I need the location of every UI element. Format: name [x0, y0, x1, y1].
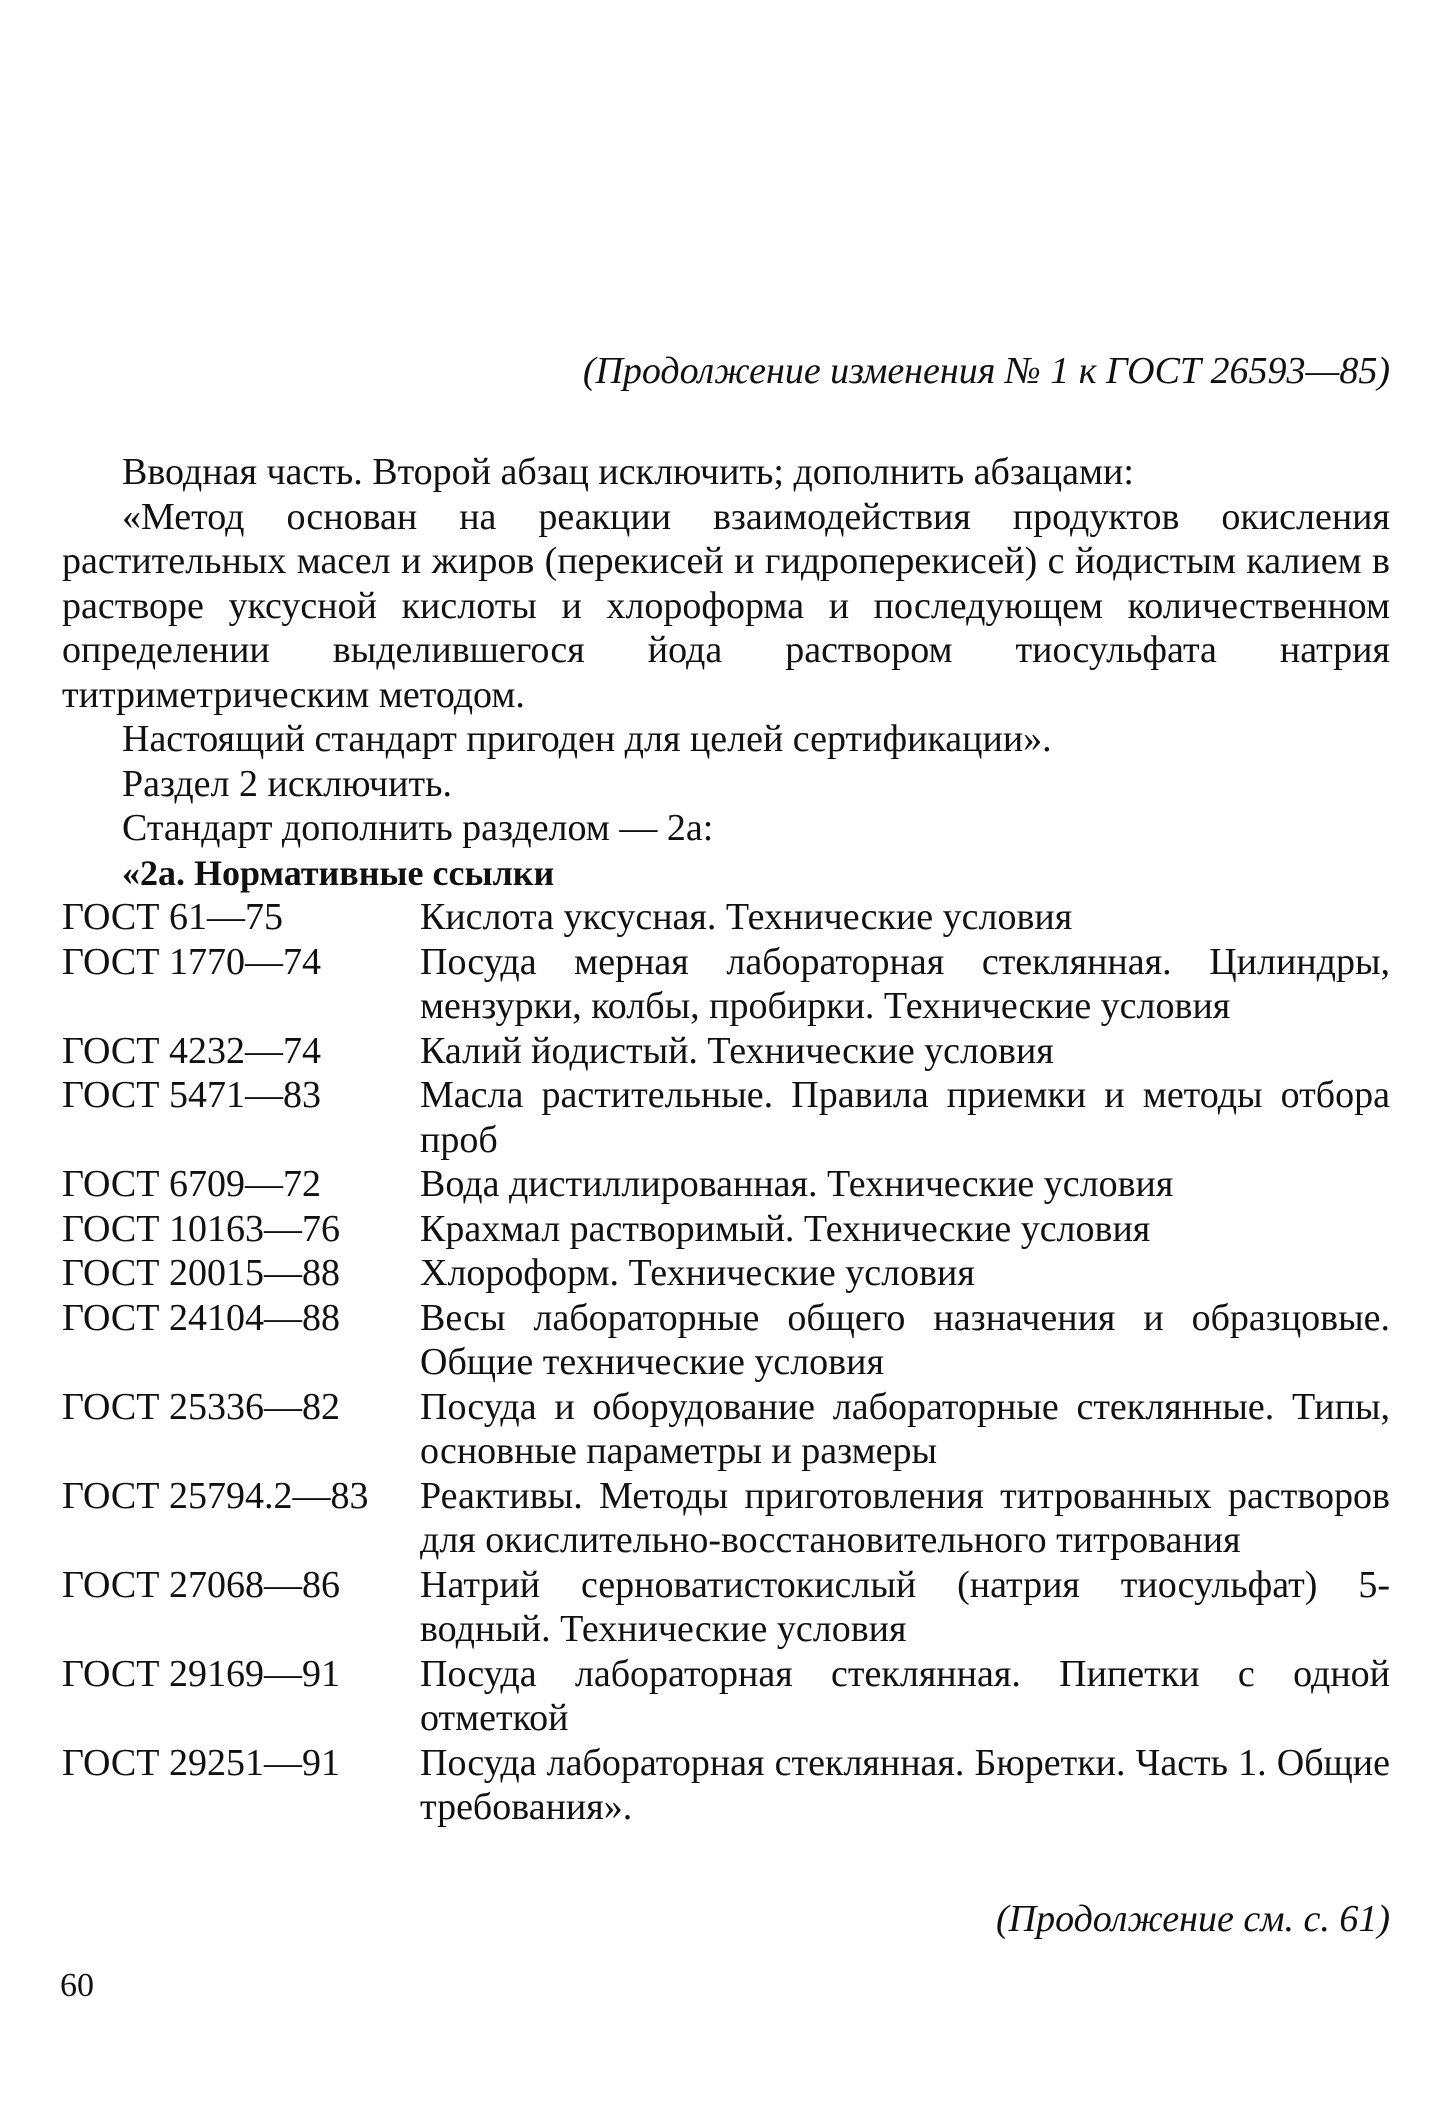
reference-title: Посуда лабораторная стеклянная. Пипетки с одной отметкой: [420, 1652, 1390, 1739]
paragraph-intro: Вводная часть. Второй абзац исключить; дополнить абзацами:: [122, 451, 1134, 493]
reference-code: ГОСТ 25336—82: [62, 1385, 340, 1428]
references-table: [62, 895, 1390, 1830]
reference-code: ГОСТ 4232—74: [62, 1029, 321, 1072]
reference-code: ГОСТ 25794.2—83: [62, 1474, 369, 1517]
reference-row: [62, 1474, 1390, 1563]
page-number: 60: [60, 1967, 94, 2004]
reference-code: ГОСТ 5471—83: [62, 1074, 321, 1116]
paragraph-method: «Метод основан на реакции взаимодействия продуктов окисления растительных масел и жиров (перекисей и гидроперекисей) с йодистым калием в растворе уксусной кислоты и хлороформа и последующем количественном определении выделившегося йода раствором тиосульфата натрия титриметрическим методом.: [62, 495, 1390, 716]
reference-title: Натрий серноватистокислый (натрия тиосульфат) 5-водный. Технические условия: [420, 1563, 1390, 1650]
reference-title: Вода дистиллированная. Технические условия: [420, 1163, 1174, 1205]
reference-title: Масла растительные. Правила приемки и методы отбора проб: [420, 1074, 1390, 1161]
reference-title: Весы лабораторные общего назначения и образцовые. Общие технические условия: [420, 1296, 1390, 1383]
reference-row: [62, 1296, 1390, 1385]
reference-title: Крахмал растворимый. Технические условия: [420, 1207, 1151, 1250]
reference-code: ГОСТ 61—75: [62, 896, 283, 938]
reference-code: ГОСТ 1770—74: [62, 940, 321, 983]
document-body: [62, 450, 1390, 1830]
reference-row: [62, 1652, 1390, 1741]
paragraph-section-2a: Стандарт дополнить разделом — 2а:: [122, 807, 714, 849]
reference-row: [62, 1073, 1390, 1162]
paragraph-certification: Настоящий стандарт пригоден для целей сертификации».: [122, 718, 1052, 760]
reference-title: Реактивы. Методы приготовления титрованных растворов для окислительно-восстановительного титрования: [420, 1474, 1390, 1561]
reference-row: [62, 1385, 1390, 1474]
reference-code: ГОСТ 10163—76: [62, 1207, 340, 1250]
reference-title: Посуда лабораторная стеклянная. Бюретки. Часть 1. Общие требования».: [420, 1741, 1390, 1828]
reference-code: ГОСТ 27068—86: [62, 1563, 340, 1606]
section-heading: «2а. Нормативные ссылки: [122, 852, 555, 893]
continuation-header: (Продолжение изменения № 1 к ГОСТ 26593—85): [582, 350, 1390, 392]
continuation-footer: (Продолжение см. с. 61): [995, 1898, 1390, 1940]
reference-title: Посуда мерная лабораторная стеклянная. Цилиндры, мензурки, колбы, пробирки. Технические условия: [420, 940, 1390, 1027]
reference-row: [62, 1207, 1390, 1252]
paragraph-section-2: Раздел 2 исключить.: [122, 762, 452, 805]
reference-code: ГОСТ 20015—88: [62, 1252, 340, 1294]
reference-title: Хлороформ. Технические условия: [420, 1252, 975, 1294]
reference-row: [62, 1741, 1390, 1830]
reference-row: [62, 1029, 1390, 1074]
reference-code: ГОСТ 24104—88: [62, 1296, 340, 1339]
reference-title: Кислота уксусная. Технические условия: [420, 896, 1073, 938]
reference-row: [62, 1162, 1390, 1207]
reference-code: ГОСТ 29169—91: [62, 1652, 340, 1695]
reference-title: Посуда и оборудование лабораторные стеклянные. Типы, основные параметры и размеры: [420, 1385, 1390, 1472]
reference-code: ГОСТ 6709—72: [62, 1163, 321, 1205]
reference-code: ГОСТ 29251—91: [62, 1741, 340, 1784]
reference-title: Калий йодистый. Технические условия: [420, 1029, 1054, 1072]
reference-row: [62, 895, 1390, 940]
reference-row: [62, 940, 1390, 1029]
reference-row: [62, 1251, 1390, 1296]
reference-row: [62, 1563, 1390, 1652]
